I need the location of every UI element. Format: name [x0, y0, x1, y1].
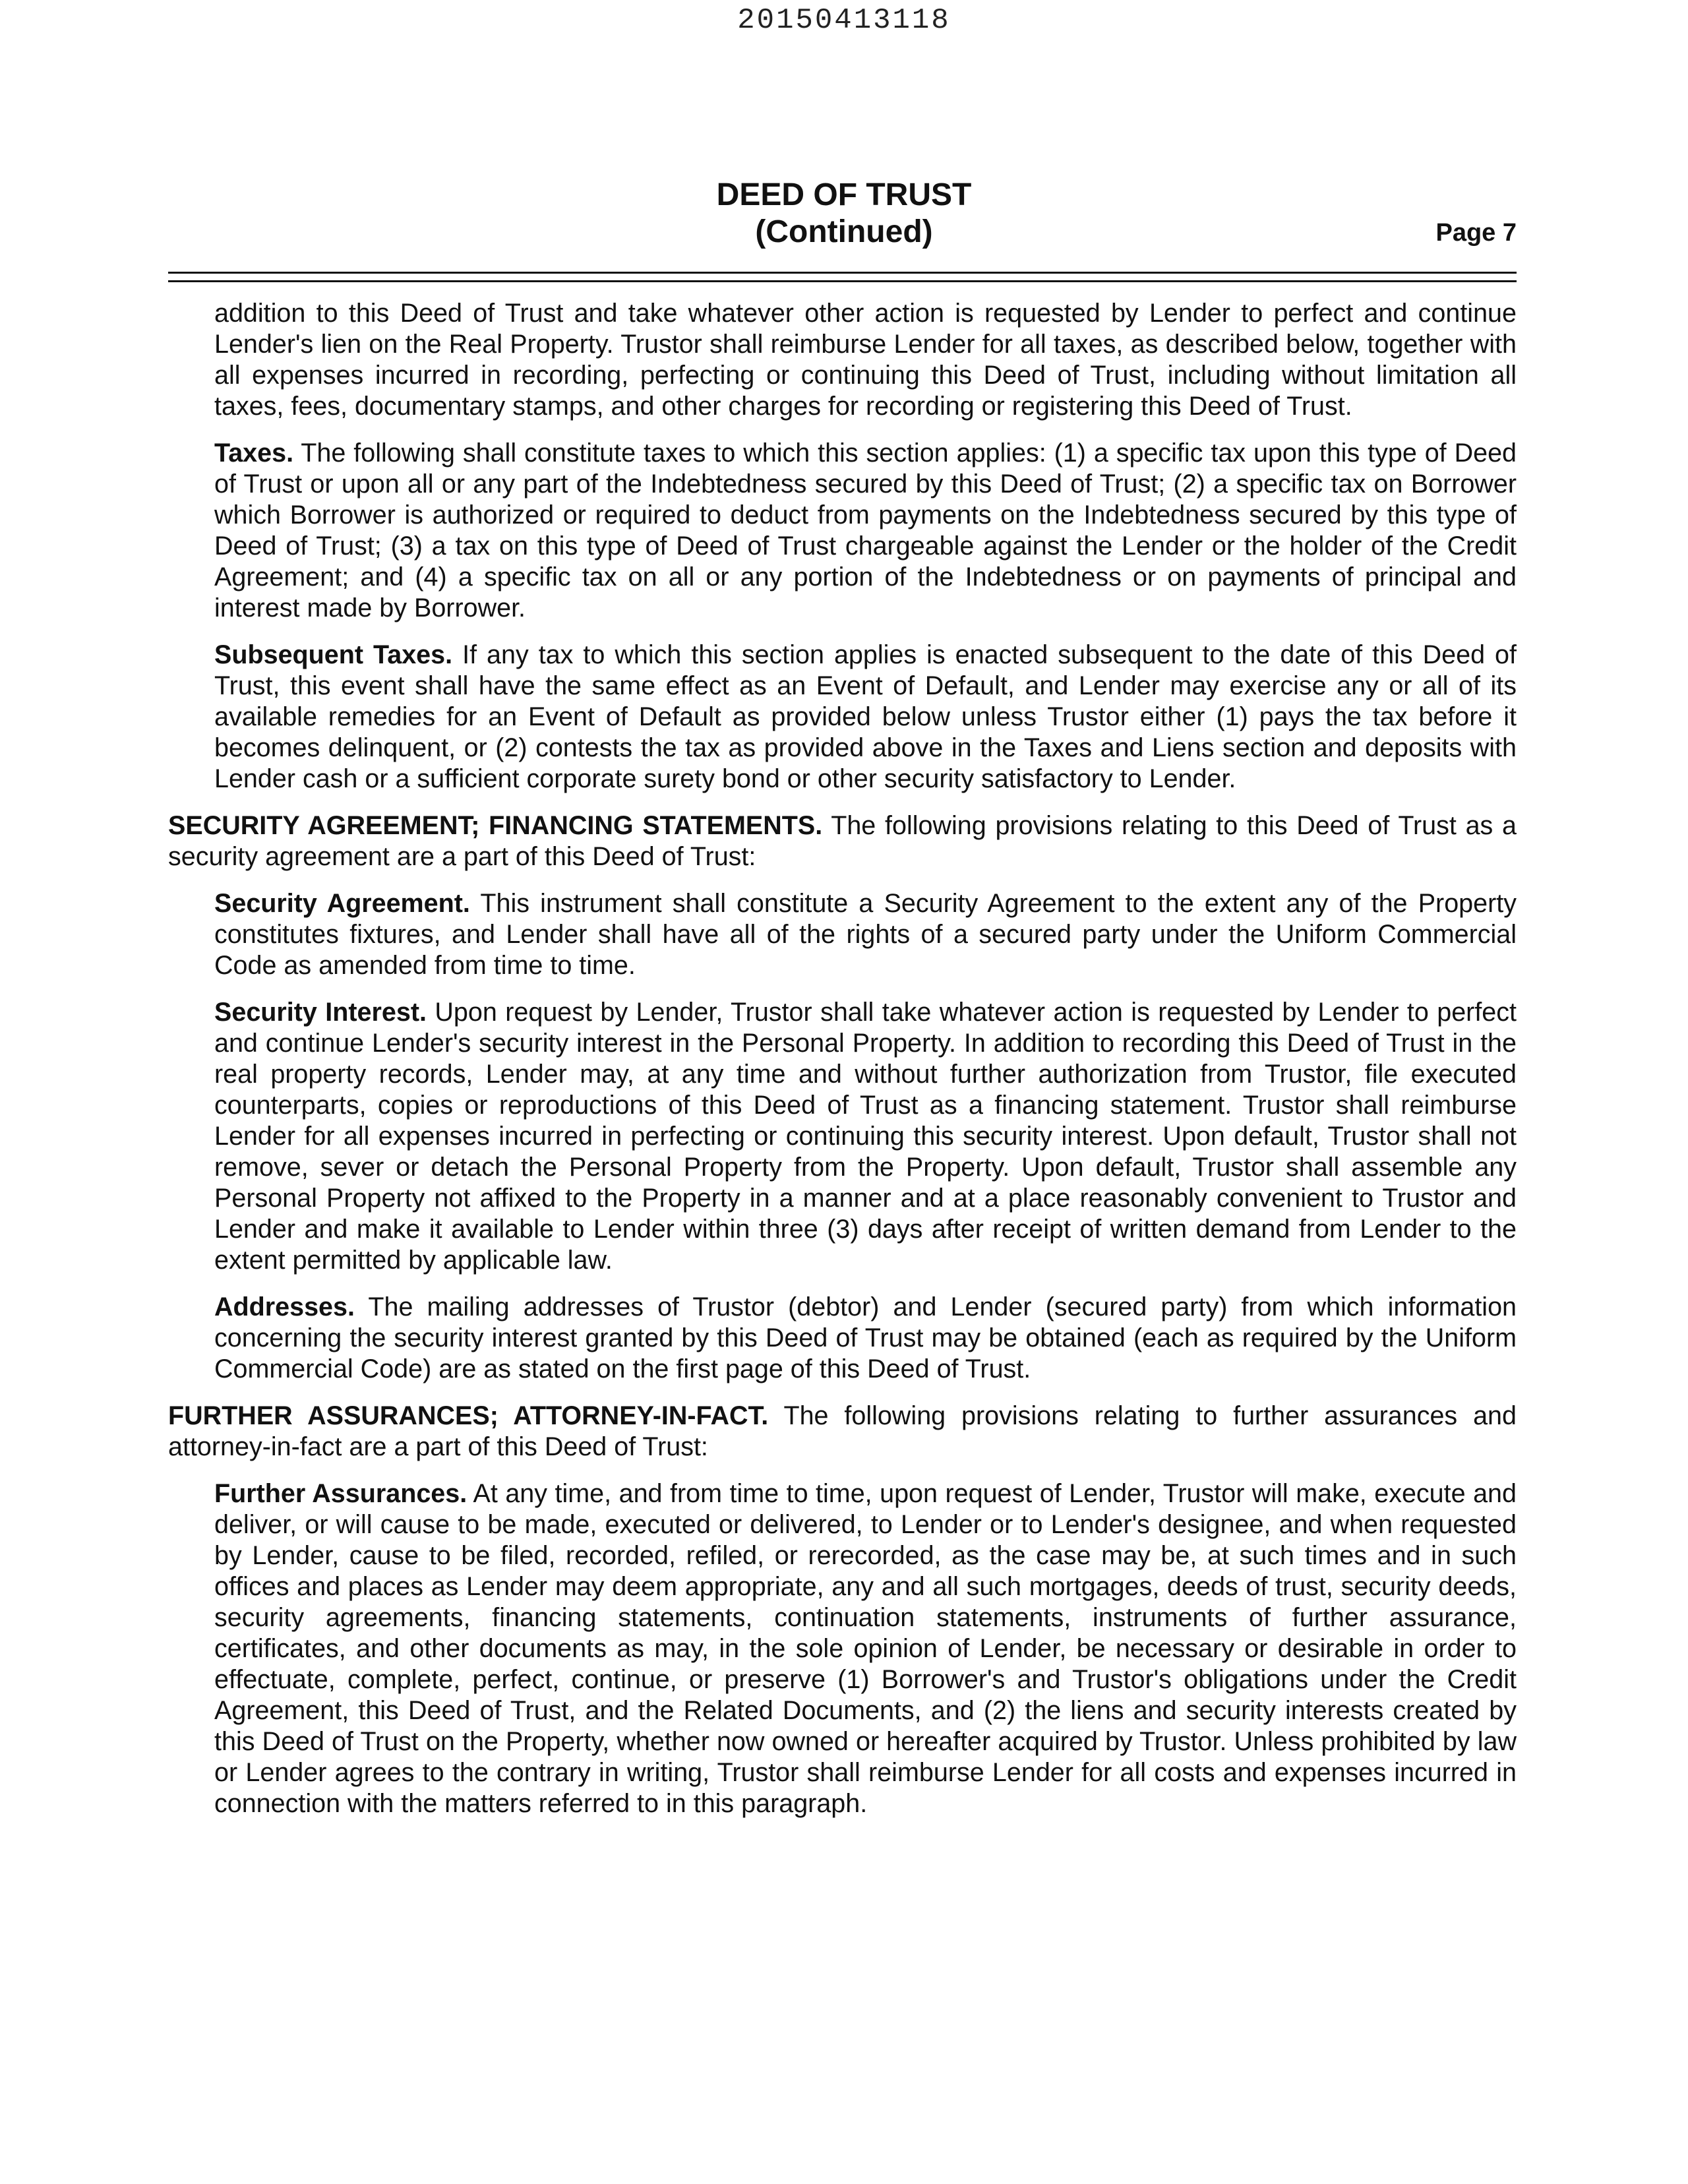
paragraph-heading: Subsequent Taxes. — [214, 640, 453, 669]
document-subtitle: (Continued) — [755, 214, 933, 249]
paragraph-text: If any tax to which this section applies is enacted subsequent to the date of this Deed of Trust, this event shall have the same effect as an Event of Default, and Lender may exercise any or all of its available remedies for an Event of Default as provided below unless Trustor either (1) pays the tax before it becomes delinquent, or (2) contests the tax as provided above in the Taxes and Liens section and deposits with Lender cash or a sufficient corporate surety bond or other security satisfactory to Lender. — [214, 640, 1517, 793]
paragraph-heading: Security Interest. — [214, 998, 427, 1027]
paragraph-heading: Taxes. — [214, 439, 294, 468]
section-heading: SECURITY AGREEMENT; FINANCING STATEMENTS. — [168, 811, 823, 840]
paragraph-subsequent-taxes — [168, 640, 1517, 795]
section-further-assurances — [168, 1401, 1517, 1463]
paragraph-taxes — [168, 438, 1517, 624]
paragraph-security-agreement — [168, 888, 1517, 981]
paragraph-text: Upon request by Lender, Trustor shall take whatever action is requested by Lender to perfect and continue Lender's security interest in the Personal Property. In addition to recording this Deed of Trust in the real property records, Lender may, at any time and without further authorization from Trustor, file executed counterparts, copies or reproductions of this Deed of Trust as a financing statement. Trustor shall reimburse Lender for all expenses incurred in perfecting or continuing this security interest. Upon default, Trustor shall not remove, sever or detach the Personal Property from the Property. Upon default, Trustor shall assemble any Personal Property not affixed to the Property in a manner and at a place reasonably convenient to Trustor and Lender and make it available to Lender within three (3) days after receipt of written demand from Lender to the extent permitted by applicable law. — [214, 998, 1517, 1275]
paragraph-addresses — [168, 1292, 1517, 1385]
paragraph-text: The mailing addresses of Trustor (debtor) and Lender (secured party) from which information concerning the security interest granted by this Deed of Trust may be obtained (each as required by the Uniform Commercial Code) are as stated on the first page of this Deed of Trust. — [214, 1292, 1517, 1383]
header-rule-top — [168, 272, 1517, 274]
paragraph-heading: Further Assurances. — [214, 1479, 467, 1508]
section-heading: FURTHER ASSURANCES; ATTORNEY-IN-FACT. — [168, 1401, 769, 1430]
paragraph-security-interest — [168, 997, 1517, 1276]
paragraph-heading: Security Agreement. — [214, 889, 470, 918]
paragraph-further-assurances — [168, 1478, 1517, 1819]
section-security-agreement — [168, 810, 1517, 872]
paragraph-text: This instrument shall constitute a Security Agreement to the extent any of the Property constitutes fixtures, and Lender shall have all of the rights of a secured party under the Uniform Commercial Code as amended from time to time. — [214, 889, 1517, 980]
page-number: Page 7 — [1435, 219, 1517, 247]
document-body — [168, 298, 1517, 1835]
document-title: DEED OF TRUST — [716, 177, 972, 212]
paragraph-continuation — [168, 298, 1517, 422]
header-rule-bottom — [168, 280, 1517, 282]
paragraph-text: addition to this Deed of Trust and take whatever other action is requested by Lender to perfect and continue Lender's lien on the Real Property. Trustor shall reimburse Lender for all taxes, as described below, together with all expenses incurred in recording, perfecting or continuing this Deed of Trust, including without limitation all taxes, fees, documentary stamps, and other charges for recording or registering this Deed of Trust. — [214, 299, 1517, 421]
section-text: The following provisions relating to this Deed of Trust as a security agreement are a part of this Deed of Trust: — [168, 811, 1517, 871]
paragraph-heading: Addresses. — [214, 1292, 355, 1321]
paragraph-text: The following shall constitute taxes to which this section applies: (1) a specific tax upon this type of Deed of Trust or upon all or any part of the Indebtedness secured by this Deed of Trust; (2) a specific tax on Borrower which Borrower is authorized or required to deduct from payments on the Indebtedness secured by this type of Deed of Trust; (3) a tax on this type of Deed of Trust chargeable against the Lender or the holder of the Credit Agreement; and (4) a specific tax on all or any portion of the Indebtedness or on payments of principal and interest made by Borrower. — [214, 439, 1517, 622]
section-text: The following provisions relating to further assurances and attorney-in-fact are a part of this Deed of Trust: — [168, 1401, 1517, 1461]
paragraph-text: At any time, and from time to time, upon request of Lender, Trustor will make, execute and deliver, or will cause to be made, executed or delivered, to Lender or to Lender's designee, and when requested by Lender, cause to be filed, recorded, refiled, or rerecorded, as the case may be, at such times and in such offices and places as Lender may deem appropriate, any and all such mortgages, deeds of trust, security deeds, security agreements, financing statements, continuation statements, instruments of further assurance, certificates, and other documents as may, in the sole opinion of Lender, be necessary or desirable in order to effectuate, complete, perfect, continue, or preserve (1) Borrower's and Trustor's obligations under the Credit Agreement, this Deed of Trust, and the Related Documents, and (2) the liens and security interests created by this Deed of Trust on the Property, whether now owned or hereafter acquired by Trustor. Unless prohibited by law or Lender agrees to the contrary in writing, Trustor shall reimburse Lender for all costs and expenses incurred in connection with the matters referred to in this paragraph. — [214, 1479, 1517, 1818]
document-number: 20150413118 — [737, 4, 951, 37]
